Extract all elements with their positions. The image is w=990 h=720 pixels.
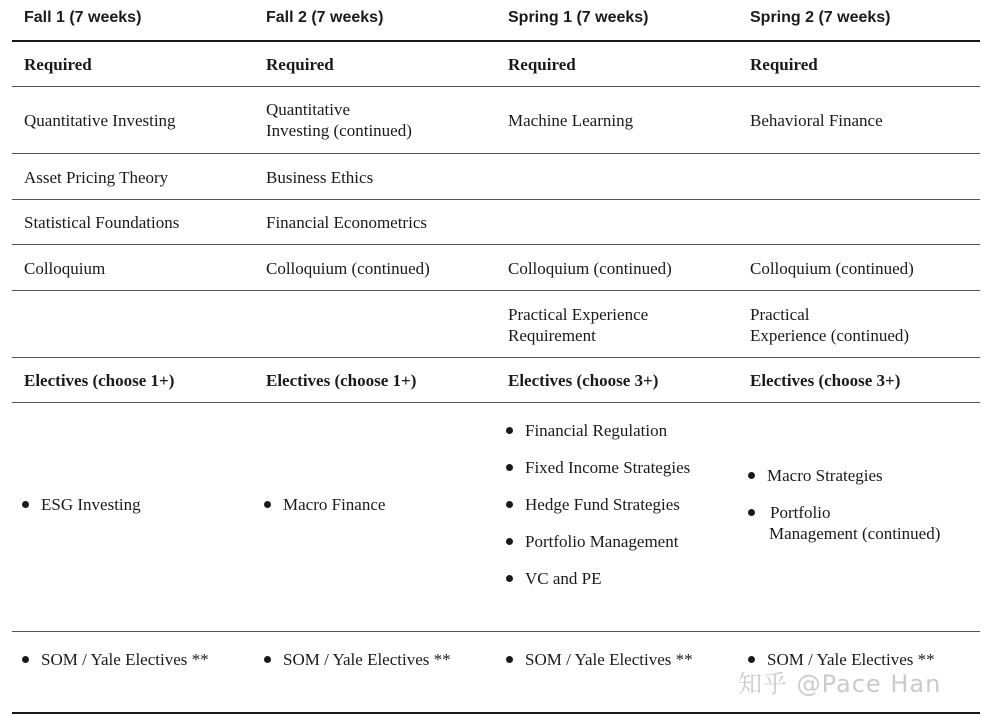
- elective-macro-strategies: Macro Strategies: [767, 466, 883, 485]
- bullet-icon: [748, 509, 755, 516]
- course-quantitative-investing: Quantitative Investing: [24, 111, 176, 130]
- watermark: 知乎 @Pace Han: [738, 670, 942, 698]
- row-divider: [12, 631, 980, 632]
- elective-vc-and-pe: VC and PE: [525, 569, 602, 588]
- elective-financial-regulation: Financial Regulation: [525, 421, 668, 440]
- elective-hedge-fund-strategies: Hedge Fund Strategies: [525, 495, 680, 514]
- header-spring-2: Spring 2 (7 weeks): [750, 9, 891, 26]
- course-statistical-foundations: Statistical Foundations: [24, 213, 180, 232]
- electives-label-fall-1: Electives (choose 1+): [24, 371, 175, 390]
- list-item: [506, 457, 726, 478]
- elective-portfolio-management: Portfolio Management: [525, 532, 679, 551]
- elective-portfolio-management-cont-line2: Management (continued): [769, 524, 941, 543]
- electives-label-fall-2: Electives (choose 1+): [266, 371, 417, 390]
- elective-som-yale-fall-2: SOM / Yale Electives **: [283, 650, 451, 669]
- row-divider: [12, 199, 980, 200]
- list-item: [748, 502, 970, 544]
- table-bottom-border: [12, 712, 980, 714]
- header-spring-1: Spring 1 (7 weeks): [508, 9, 649, 26]
- list-item: [22, 649, 242, 670]
- course-colloquium: Colloquium: [24, 259, 106, 278]
- required-label-fall-2: Required: [266, 55, 334, 74]
- header-fall-1: Fall 1 (7 weeks): [24, 9, 142, 26]
- elective-fixed-income-strategies: Fixed Income Strategies: [525, 458, 691, 477]
- row-divider: [12, 153, 980, 154]
- bullet-icon: [22, 501, 29, 508]
- list-item: [264, 494, 464, 515]
- electives-label-spring-1: Electives (choose 3+): [508, 371, 659, 390]
- row-divider: [12, 290, 980, 291]
- header-fall-2: Fall 2 (7 weeks): [266, 9, 384, 26]
- elective-som-yale-spring-1: SOM / Yale Electives **: [525, 650, 693, 669]
- bullet-icon: [748, 472, 755, 479]
- required-label-fall-1: Required: [24, 55, 92, 74]
- bullet-icon: [22, 656, 29, 663]
- bullet-icon: [748, 656, 755, 663]
- required-label-spring-2: Required: [750, 55, 818, 74]
- course-practical-experience-line2: Requirement: [508, 326, 596, 345]
- bullet-icon: [506, 575, 513, 582]
- list-item: [506, 531, 726, 552]
- electives-label-spring-2: Electives (choose 3+): [750, 371, 901, 390]
- row-divider: [12, 357, 980, 358]
- list-item: [506, 568, 726, 589]
- row-divider: [12, 402, 980, 403]
- course-practical-experience-cont-line2: Experience (continued): [750, 326, 910, 345]
- course-financial-econometrics: Financial Econometrics: [266, 213, 427, 232]
- bullet-icon: [506, 464, 513, 471]
- header-divider: [12, 40, 980, 42]
- bullet-icon: [264, 656, 271, 663]
- course-practical-experience-cont-line1: Practical: [750, 305, 810, 324]
- elective-portfolio-management-cont-line1: Portfolio: [770, 503, 831, 522]
- course-behavioral-finance: Behavioral Finance: [750, 111, 883, 130]
- course-practical-experience-line1: Practical Experience: [508, 305, 649, 324]
- list-item: [22, 494, 222, 515]
- course-colloquium-cont-fall-2: Colloquium (continued): [266, 259, 430, 278]
- course-quantitative-investing-cont-line2: Investing (continued): [266, 121, 412, 140]
- table-header-row: [12, 0, 980, 40]
- bullet-icon: [506, 427, 513, 434]
- row-divider: [12, 244, 980, 245]
- elective-som-yale-fall-1: SOM / Yale Electives **: [41, 650, 209, 669]
- bullet-icon: [506, 538, 513, 545]
- list-item: [506, 649, 726, 670]
- course-asset-pricing-theory: Asset Pricing Theory: [24, 168, 169, 187]
- row-divider: [12, 86, 980, 87]
- course-machine-learning: Machine Learning: [508, 111, 634, 130]
- list-item: [506, 494, 726, 515]
- elective-som-yale-spring-2: SOM / Yale Electives **: [767, 650, 935, 669]
- bullet-icon: [506, 501, 513, 508]
- course-colloquium-cont-spring-2: Colloquium (continued): [750, 259, 914, 278]
- list-item: [506, 420, 726, 441]
- bullet-icon: [506, 656, 513, 663]
- course-quantitative-investing-cont-line1: Quantitative: [266, 100, 351, 119]
- course-business-ethics: Business Ethics: [266, 168, 374, 187]
- list-item: [264, 649, 484, 670]
- elective-esg-investing: ESG Investing: [41, 495, 141, 514]
- course-colloquium-cont-spring-1: Colloquium (continued): [508, 259, 672, 278]
- list-item: [748, 465, 968, 486]
- required-label-spring-1: Required: [508, 55, 576, 74]
- elective-macro-finance: Macro Finance: [283, 495, 386, 514]
- bullet-icon: [264, 501, 271, 508]
